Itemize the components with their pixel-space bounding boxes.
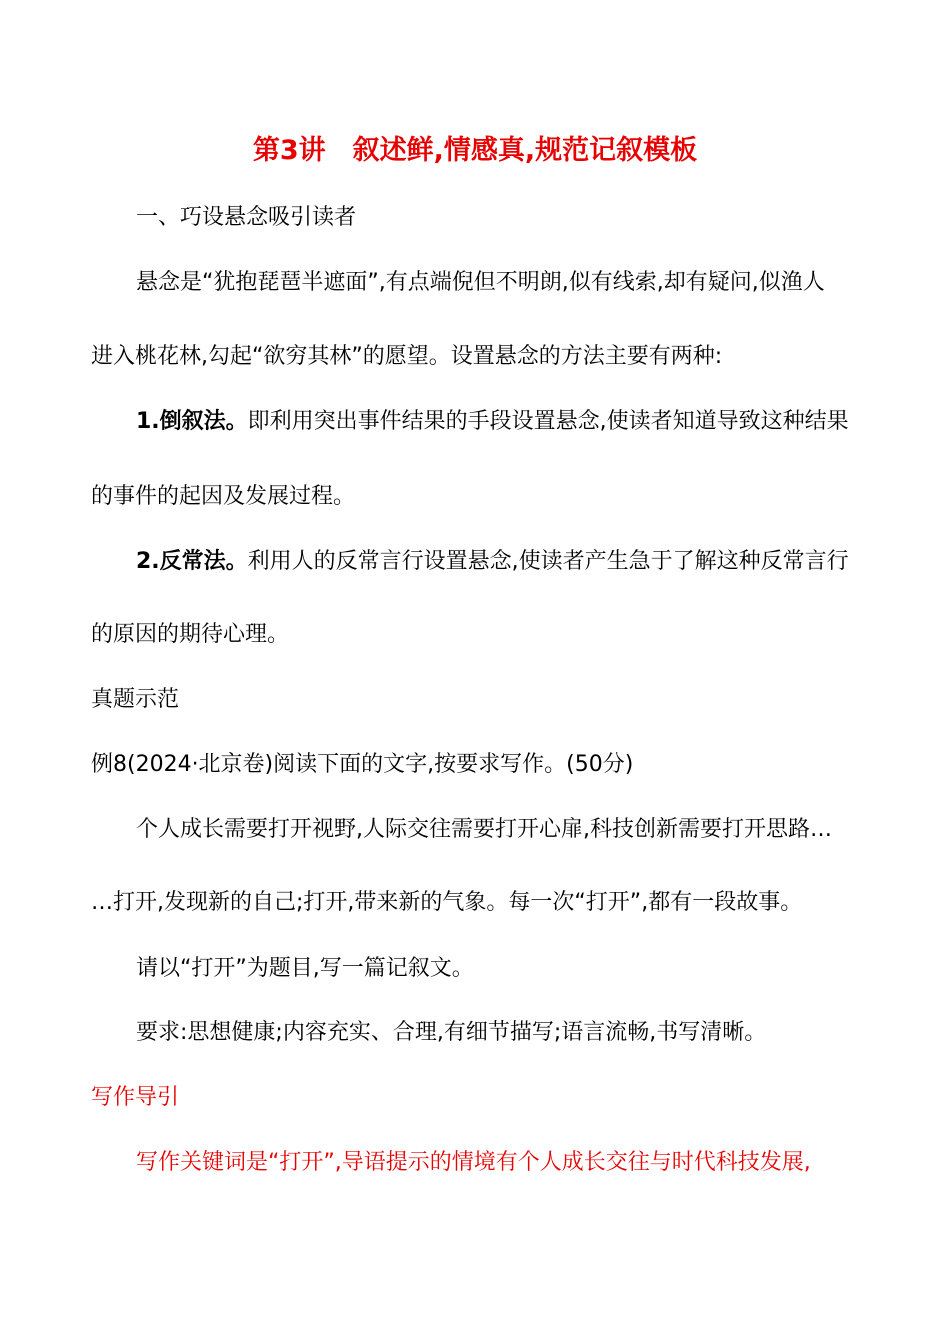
method-2-line-1 xyxy=(136,547,849,577)
prompt-task: 请以“打开”为题目,写一篇记叙文。 xyxy=(136,956,474,981)
method-2-label: 2.反常法。 xyxy=(136,549,248,574)
method-2-text: 利用人的反常言行设置悬念,使读者产生急于了解这种反常言行 xyxy=(247,549,849,574)
method-2-line-2: 的原因的期待心理。 xyxy=(91,622,290,647)
example-intro: 例8(2024·北京卷)阅读下面的文字,按要求写作。(50分) xyxy=(91,752,634,777)
prompt-requirements: 要求:思想健康;内容充实、合理,有细节描写;语言流畅,书写清晰。 xyxy=(136,1020,767,1045)
prompt-line-1: 个人成长需要打开视野,人际交往需要打开心扉,科技创新需要打开思路… xyxy=(136,817,832,842)
method-1-line-1 xyxy=(136,407,849,437)
page-title: 第3讲 叙述鲜,情感真,规范记叙模板 xyxy=(252,135,698,166)
method-1-text: 即利用突出事件结果的手段设置悬念,使读者知道导致这种结果 xyxy=(247,409,849,434)
section-heading: 一、巧设悬念吸引读者 xyxy=(136,205,357,230)
method-1-line-2: 的事件的起因及发展过程。 xyxy=(91,484,356,509)
intro-line-1: 悬念是“犹抱琵琶半遮面”,有点端倪但不明朗,似有线索,却有疑问,似渔人 xyxy=(136,270,825,295)
guide-text: 写作关键词是“打开”,导语提示的情境有个人成长交往与时代科技发展, xyxy=(136,1150,811,1175)
prompt-line-2: …打开,发现新的自己;打开,带来新的气象。每一次“打开”,都有一段故事。 xyxy=(91,890,803,915)
guide-heading: 写作导引 xyxy=(91,1085,180,1110)
method-1-label: 1.倒叙法。 xyxy=(136,409,248,434)
example-heading: 真题示范 xyxy=(91,687,180,712)
intro-line-2: 进入桃花林,勾起“欲穷其林”的愿望。设置悬念的方法主要有两种: xyxy=(91,344,723,369)
